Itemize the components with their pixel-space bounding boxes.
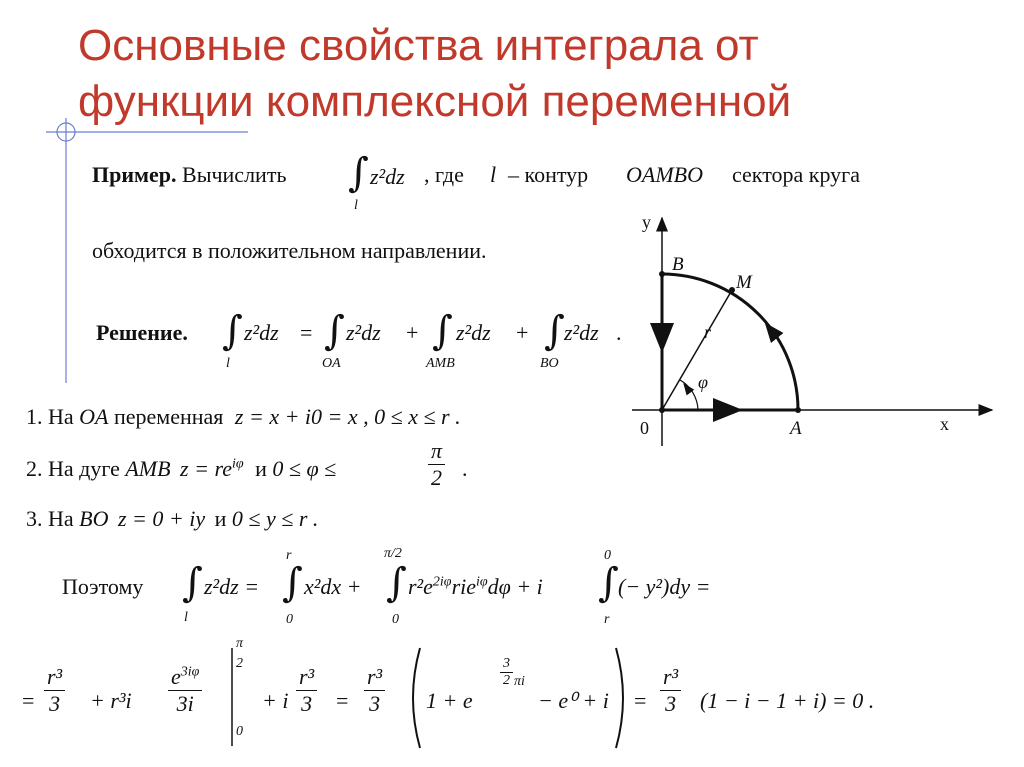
final-e: e [171,664,181,689]
th-lim-pi2: π/2 [384,546,402,561]
final-frac-1-num: r³ [44,664,65,691]
sol-integrand-4: z²dz [564,320,599,345]
final-paren-1: 1 + e [426,688,473,713]
th-term-3 [408,574,543,600]
final-eq-3: = [634,688,647,713]
sol-integral-4: ∫ [544,308,565,354]
final-frac-2-num [168,664,202,691]
final-result: (1 − i − 1 + i) = 0 . [700,688,875,713]
label-r: r [704,322,712,342]
final-sup-den: 2 [503,673,510,688]
final-frac-5-num: r³ [660,664,681,691]
title-line-2: функции комплексной переменной [78,77,792,126]
example-line-1 [92,162,286,188]
therefore-label: Поэтому [62,574,144,599]
title-line-1: Основные свойства интеграла от [78,21,759,70]
step-3-and: и [214,506,227,531]
sol-plus-2: + [516,320,529,345]
sol-integrand-1: z²dz [244,320,279,345]
step-3-formula: z = 0 + iy [117,506,206,531]
th-lim-0: 0 [286,612,293,627]
th-term-3b: rie [451,574,477,599]
point-b [659,271,665,277]
step-3-seg: BO [79,506,109,531]
final-frac-4-num: r³ [364,664,385,691]
step-2-range: 0 ≤ φ ≤ [272,456,337,481]
final-e-sup: 3iφ [180,664,200,680]
step-1-text: На [48,404,74,429]
step-1-num: 1. [26,404,43,429]
step-2-seg: AMB [125,456,171,481]
step-2-fraction [428,438,445,491]
label-a: A [790,418,802,439]
th-term-2: x²dx + [304,574,362,599]
final-frac-1-den: 3 [49,691,61,716]
example-contour-var: l [490,162,497,187]
sol-integrand-2: z²dz [346,320,381,345]
final-paren-text [426,688,473,714]
phi-arc [680,380,698,410]
sol-integrand-3: z²dz [456,320,491,345]
final-sup-num: 3 [500,656,513,673]
th-lim-0c: 0 [604,548,611,563]
example-contour-name: OAMBO [626,162,703,187]
final-frac-1 [44,664,65,717]
step-3-range: 0 ≤ y ≤ r . [231,506,319,531]
th-term-3-sup2: iφ [476,574,488,590]
final-minus-e0: − e⁰ + i [538,688,609,713]
sol-integral-3: ∫ [432,308,453,354]
integral-sign: ∫ [348,150,369,196]
final-eq: = [22,688,35,713]
radius-om [662,290,732,410]
final-frac-3-den: 3 [301,691,313,716]
eval-top-pi: π [236,636,244,651]
final-plus-i: + i [262,688,289,713]
sol-plus-1: + [406,320,419,345]
label-x: x [940,414,949,434]
example-text-before: Вычислить [182,162,287,187]
final-frac-2-den: 3i [176,691,194,716]
step-1-seg: OA [79,404,109,429]
label-y: y [642,212,651,232]
page-title [78,18,978,130]
example-label: Пример. [92,162,177,187]
paren-right [612,646,632,750]
th-term-3a: r²e [408,574,433,599]
example-text-contour: – контур [508,162,589,187]
example-text-mid: , где [424,162,464,187]
sol-integral-2: ∫ [324,308,345,354]
label-m: M [736,272,752,293]
th-term-1: z²dz = [204,574,260,599]
step-2-text: На дуге [48,456,120,481]
th-lim-r2: r [604,612,610,627]
label-origin: 0 [640,418,649,438]
th-integral-1: ∫ [182,560,203,606]
eval-top-2: 2 [236,656,243,671]
final-eq-2: = [336,688,349,713]
step-1-rest: переменная [113,404,224,429]
label-phi: φ [698,372,708,392]
paren-left [404,646,424,750]
step-2-end: . [462,456,468,481]
example-text-end: сектора круга [732,162,860,187]
sol-sub-3: AMB [426,356,455,371]
th-term-3c: dφ + i [487,574,543,599]
step-1 [26,404,461,430]
example-line-2: обходится в положительном направлении. [92,238,487,263]
th-term-3-sup: 2iφ [432,574,452,590]
final-paren-sup-frac [500,656,513,689]
sol-sub-1: l [226,356,230,371]
sol-eq: = [300,320,313,345]
label-b: B [672,254,684,275]
th-integral-3: ∫ [386,560,407,606]
step-2-two: 2 [431,465,443,490]
sol-sub-2: OA [322,356,341,371]
final-frac-5-den: 3 [665,691,677,716]
final-frac-4 [364,664,385,717]
step-2-sup: iφ [231,456,244,472]
integral-sub-l: l [354,198,358,213]
final-frac-5 [660,664,681,717]
final-frac-3 [296,664,317,717]
th-term-4: (− y²)dy = [618,574,711,599]
th-lim-l: l [184,610,188,625]
point-a [795,407,801,413]
th-integral-2: ∫ [282,560,303,606]
final-frac-4-den: 3 [369,691,381,716]
th-lim-r: r [286,548,292,563]
step-2-num: 2. [26,456,43,481]
sol-integral-1: ∫ [222,308,243,354]
point-m [729,287,735,293]
final-paren-sup-tail: πi [514,674,525,689]
step-2-pi: π [428,438,445,465]
sol-dot: . [616,320,622,345]
step-2-formula: z = re [180,456,232,481]
sol-sub-4: BO [540,356,559,371]
step-3-text: На [48,506,74,531]
th-lim-0b: 0 [392,612,399,627]
step-1-formula: z = x + i0 = x , 0 ≤ x ≤ r . [234,404,461,429]
final-frac-3-num: r³ [296,664,317,691]
final-plus-r3i: + r³i [90,688,132,713]
final-frac-2 [168,664,202,717]
example-integrand: z²dz [370,164,405,189]
step-3-num: 3. [26,506,43,531]
point-o [659,407,665,413]
th-integral-4: ∫ [598,560,619,606]
eval-bar [230,648,234,746]
step-2 [26,456,336,482]
solution-label: Решение. [96,320,188,345]
eval-bot-0: 0 [236,724,243,739]
step-2-and: и [255,456,267,481]
step-3 [26,506,318,532]
